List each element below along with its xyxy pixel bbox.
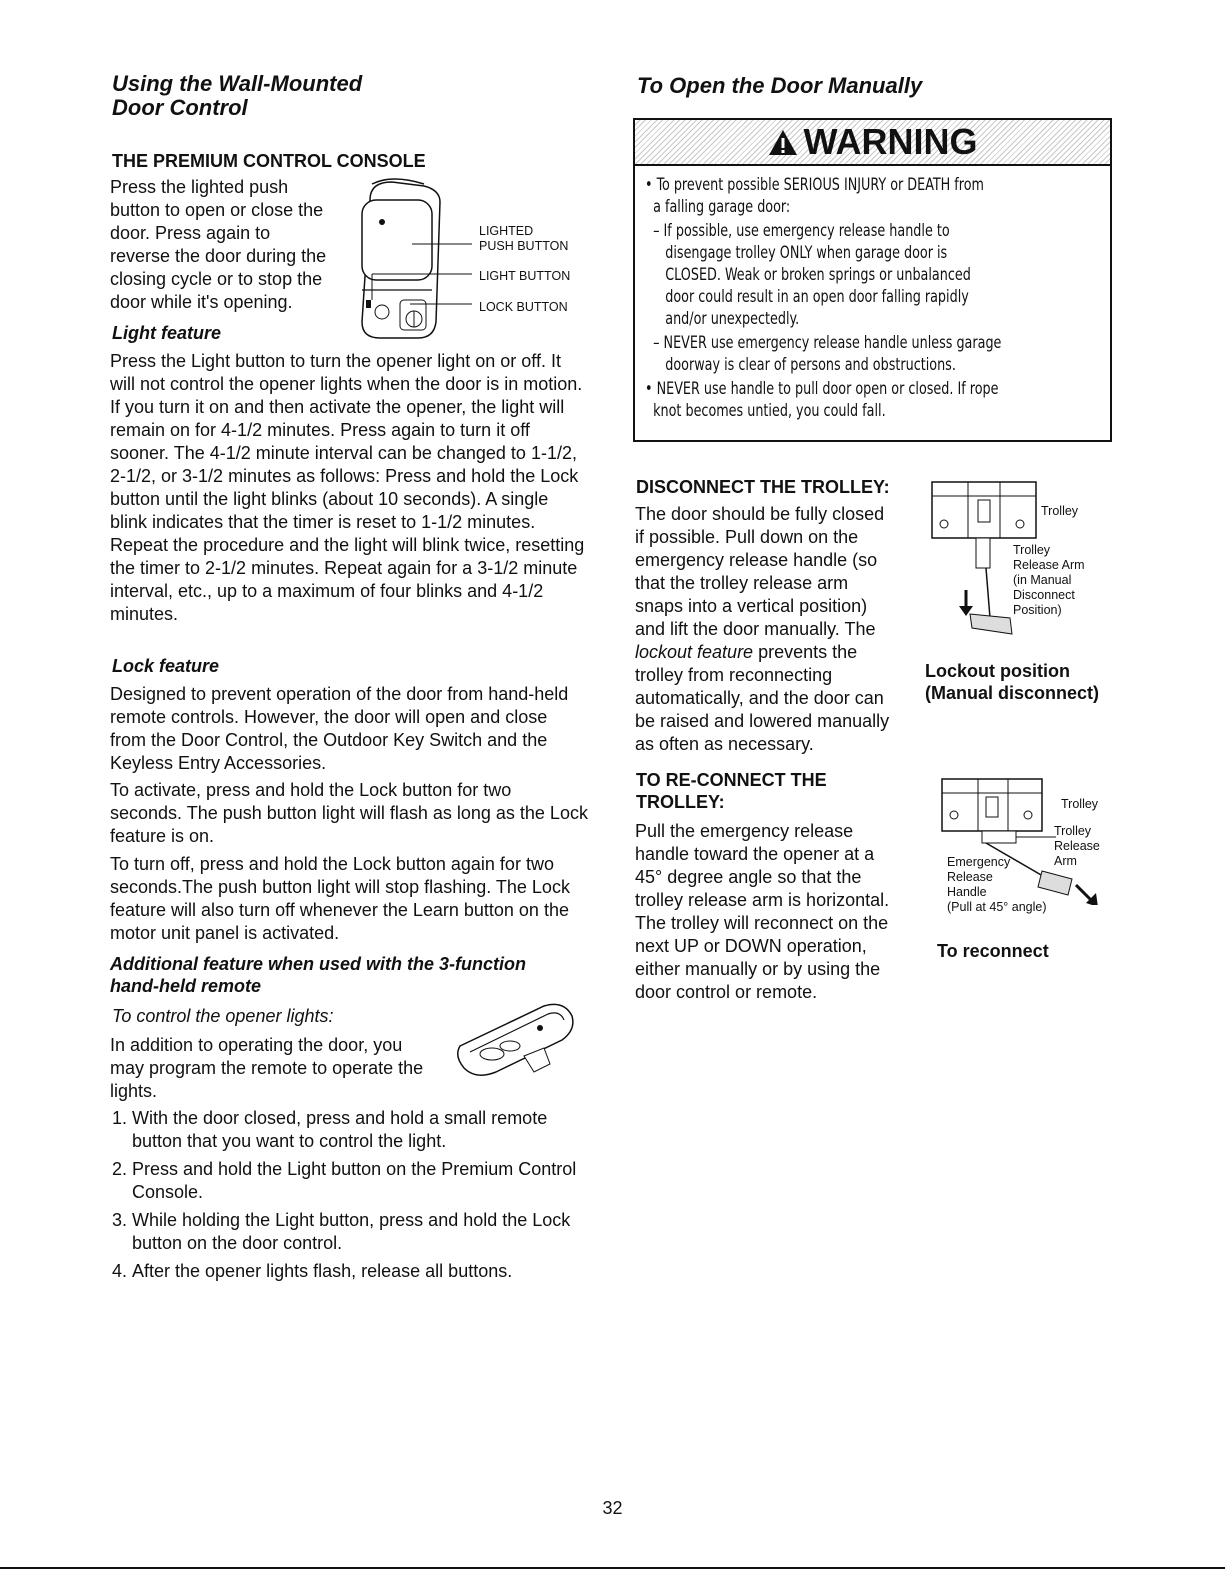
lock-feature-text: To activate, press and hold the Lock button for two seconds. The push button light will flash as long as the Lock feature is on. <box>110 780 588 846</box>
text-line: as often as necessary. <box>635 734 814 754</box>
text-line: door. Press again to <box>110 223 271 243</box>
label-line: Emergency <box>947 855 1011 869</box>
warning-title: WARNING <box>803 121 978 162</box>
heading-line: Additional feature when used with the 3-function <box>110 954 527 974</box>
section-title-line: Using the Wall-Mounted <box>112 71 363 96</box>
label-line: Release <box>1054 839 1100 853</box>
text-line: button to open or close the <box>110 200 324 220</box>
lock-feature-text: Designed to prevent operation of the door from hand-held remote controls. However, the door will open and close from the Door Control, the Outdoor Key Switch and the Keyless Entry Accessories. <box>110 684 569 773</box>
step-text: After the opener lights flash, release all buttons. <box>132 1261 513 1281</box>
text-line: door control or remote. <box>635 982 818 1002</box>
reconnect-text <box>635 820 889 1004</box>
label-line: Trolley <box>1013 543 1051 557</box>
text-line: either manually or by using the <box>635 959 881 979</box>
label-line: Release Arm <box>1013 558 1085 572</box>
list-item <box>112 1209 588 1255</box>
text-line: trolley release arm is horizontal. <box>635 890 890 910</box>
caption-line: (Manual disconnect) <box>925 683 1100 703</box>
steps-list <box>112 1107 588 1283</box>
heading-line: TROLLEY: <box>636 792 725 812</box>
step-number: 4. <box>112 1261 128 1281</box>
page-bottom-rule <box>0 1567 1225 1569</box>
disconnect-text <box>635 503 889 756</box>
text-line: reverse the door during the <box>110 246 327 266</box>
heading-line: TO RE-CONNECT THE <box>636 770 827 790</box>
label-line: (Pull at 45° angle) <box>947 900 1047 914</box>
fig2-label-release-arm <box>1054 824 1100 869</box>
text-line: Pull the emergency release <box>635 821 854 841</box>
caption-line: Lockout position <box>925 661 1070 681</box>
label-line: PUSH BUTTON <box>479 239 569 253</box>
label-line: LIGHTED <box>479 224 534 238</box>
label-line: Position) <box>1013 603 1062 617</box>
warning-body <box>635 166 1110 422</box>
text-line: be raised and lowered manually <box>635 711 890 731</box>
fig1-label-trolley: Trolley <box>1041 504 1079 518</box>
step-number: 1. <box>112 1108 128 1128</box>
label-line: Trolley <box>1054 824 1092 838</box>
step-number: 3. <box>112 1210 128 1230</box>
list-item <box>112 1260 588 1283</box>
fig2-label-trolley: Trolley <box>1061 797 1099 811</box>
reconnect-heading <box>636 769 827 813</box>
text-line: trolley from reconnecting <box>635 665 833 685</box>
console-label-lighted <box>479 224 568 254</box>
console-label-lock: LOCK BUTTON <box>479 300 568 314</box>
text-line: 45° degree angle so that the <box>635 867 862 887</box>
additional-feature-heading <box>110 953 526 997</box>
warning-line: CLOSED. Weak or broken springs or unbalanced <box>645 265 971 284</box>
control-lights-text: In addition to operating the door, you may program the remote to operate the lights. <box>110 1035 424 1101</box>
fig1-caption <box>925 660 1099 704</box>
label-line: Release <box>947 870 993 884</box>
warning-line: • NEVER use handle to pull door open or closed. If rope <box>645 379 999 398</box>
warning-line: – If possible, use emergency release handle to <box>645 221 950 240</box>
text-line: automatically, and the door can <box>635 688 884 708</box>
text-line: The trolley will reconnect on the <box>635 913 889 933</box>
page-number: 32 <box>602 1498 623 1518</box>
console-text <box>110 176 326 314</box>
text-line: that the trolley release arm <box>635 573 849 593</box>
step-text: With the door closed, press and hold a small remote button that you want to control the light. <box>132 1108 548 1151</box>
warning-line: doorway is clear of persons and obstructions. <box>645 355 956 374</box>
text-line: next UP or DOWN operation, <box>635 936 867 956</box>
warning-line: and/or unexpectedly. <box>645 309 800 328</box>
text-line <box>635 641 889 664</box>
label-line: Arm <box>1054 854 1077 868</box>
remote-control-illustration <box>452 996 582 1080</box>
lock-feature-text: To turn off, press and hold the Lock button again for two seconds.The push button light will stop flashing. The Lock feature will also turn off whenever the Learn button on the motor unit panel is activated. <box>110 854 570 943</box>
light-feature-heading: Light feature <box>112 323 222 343</box>
warning-line: a falling garage door: <box>645 197 791 216</box>
light-button <box>375 305 389 319</box>
label-line: Disconnect <box>1013 588 1075 602</box>
warning-triangle-icon <box>768 128 798 156</box>
text-fragment: prevents the <box>753 642 858 662</box>
text-line: The door should be fully closed <box>635 504 885 524</box>
lock-feature-heading: Lock feature <box>112 656 220 676</box>
control-console-illustration <box>352 172 484 342</box>
text-line: snaps into a vertical position) <box>635 596 868 616</box>
warning-box <box>633 118 1112 442</box>
lighted-push-button <box>362 200 432 280</box>
warning-header <box>635 120 1110 166</box>
text-line: emergency release handle (so <box>635 550 878 570</box>
warning-line: • To prevent possible SERIOUS INJURY or DEATH from <box>645 175 984 194</box>
step-text: Press and hold the Light button on the Premium Control Console. <box>132 1159 577 1202</box>
section-title-line: Door Control <box>112 95 248 120</box>
manual-section-title: To Open the Door Manually <box>637 73 923 98</box>
warning-line: – NEVER use emergency release handle unless garage <box>645 333 1002 352</box>
warning-line: disengage trolley ONLY when garage door is <box>645 243 948 262</box>
fig2-caption: To reconnect <box>937 941 1049 961</box>
text-line: handle toward the opener at a <box>635 844 875 864</box>
fig1-label-release-arm <box>1013 543 1085 618</box>
warning-line: knot becomes untied, you could fall. <box>645 401 886 420</box>
lockout-feature-term: lockout feature <box>635 642 754 662</box>
fig2-label-handle <box>947 855 1047 915</box>
label-line: Handle <box>947 885 987 899</box>
text-line: if possible. Pull down on the <box>635 527 859 547</box>
section-title <box>112 72 362 120</box>
step-number: 2. <box>112 1159 128 1179</box>
light-feature-text: Press the Light button to turn the opener light on or off. It will not control the opener lights when the door is in motion. If you turn it on and then activate the opener, the light will remain on for 4-1/2 minutes. Press again to turn it off sooner. The 4-1/2 minute interval can be changed to 1-1/2, 2-1/2, or 3-1/2 minutes as follows: Press and hold the Lock button until the light blinks (about 10 seconds). A single blink indicates that the timer is reset to 1-1/2 minutes. Repeat the procedure and the light will blink twice, resetting the timer to 2-1/2 minutes. Repeat again for a 3-1/2 minute interval, etc., up to a maximum of four blinks and 4-1/2 minutes. <box>110 351 585 624</box>
text-line: Press the lighted push <box>110 177 289 197</box>
text-line: door while it's opening. <box>110 292 293 312</box>
console-heading: THE PREMIUM CONTROL CONSOLE <box>112 151 426 171</box>
label-line: (in Manual <box>1013 573 1072 587</box>
control-lights-subheading: To control the opener lights: <box>112 1006 334 1026</box>
step-text: While holding the Light button, press and hold the Lock button on the door control. <box>132 1210 571 1253</box>
list-item <box>112 1107 588 1153</box>
disconnect-heading: DISCONNECT THE TROLLEY: <box>636 477 890 497</box>
text-line: closing cycle or to stop the <box>110 269 323 289</box>
text-line: and lift the door manually. The <box>635 619 876 639</box>
warning-line: door could result in an open door falling rapidly <box>645 287 969 306</box>
heading-line: hand-held remote <box>110 976 262 996</box>
console-label-light: LIGHT BUTTON <box>479 269 571 283</box>
list-item <box>112 1158 588 1204</box>
